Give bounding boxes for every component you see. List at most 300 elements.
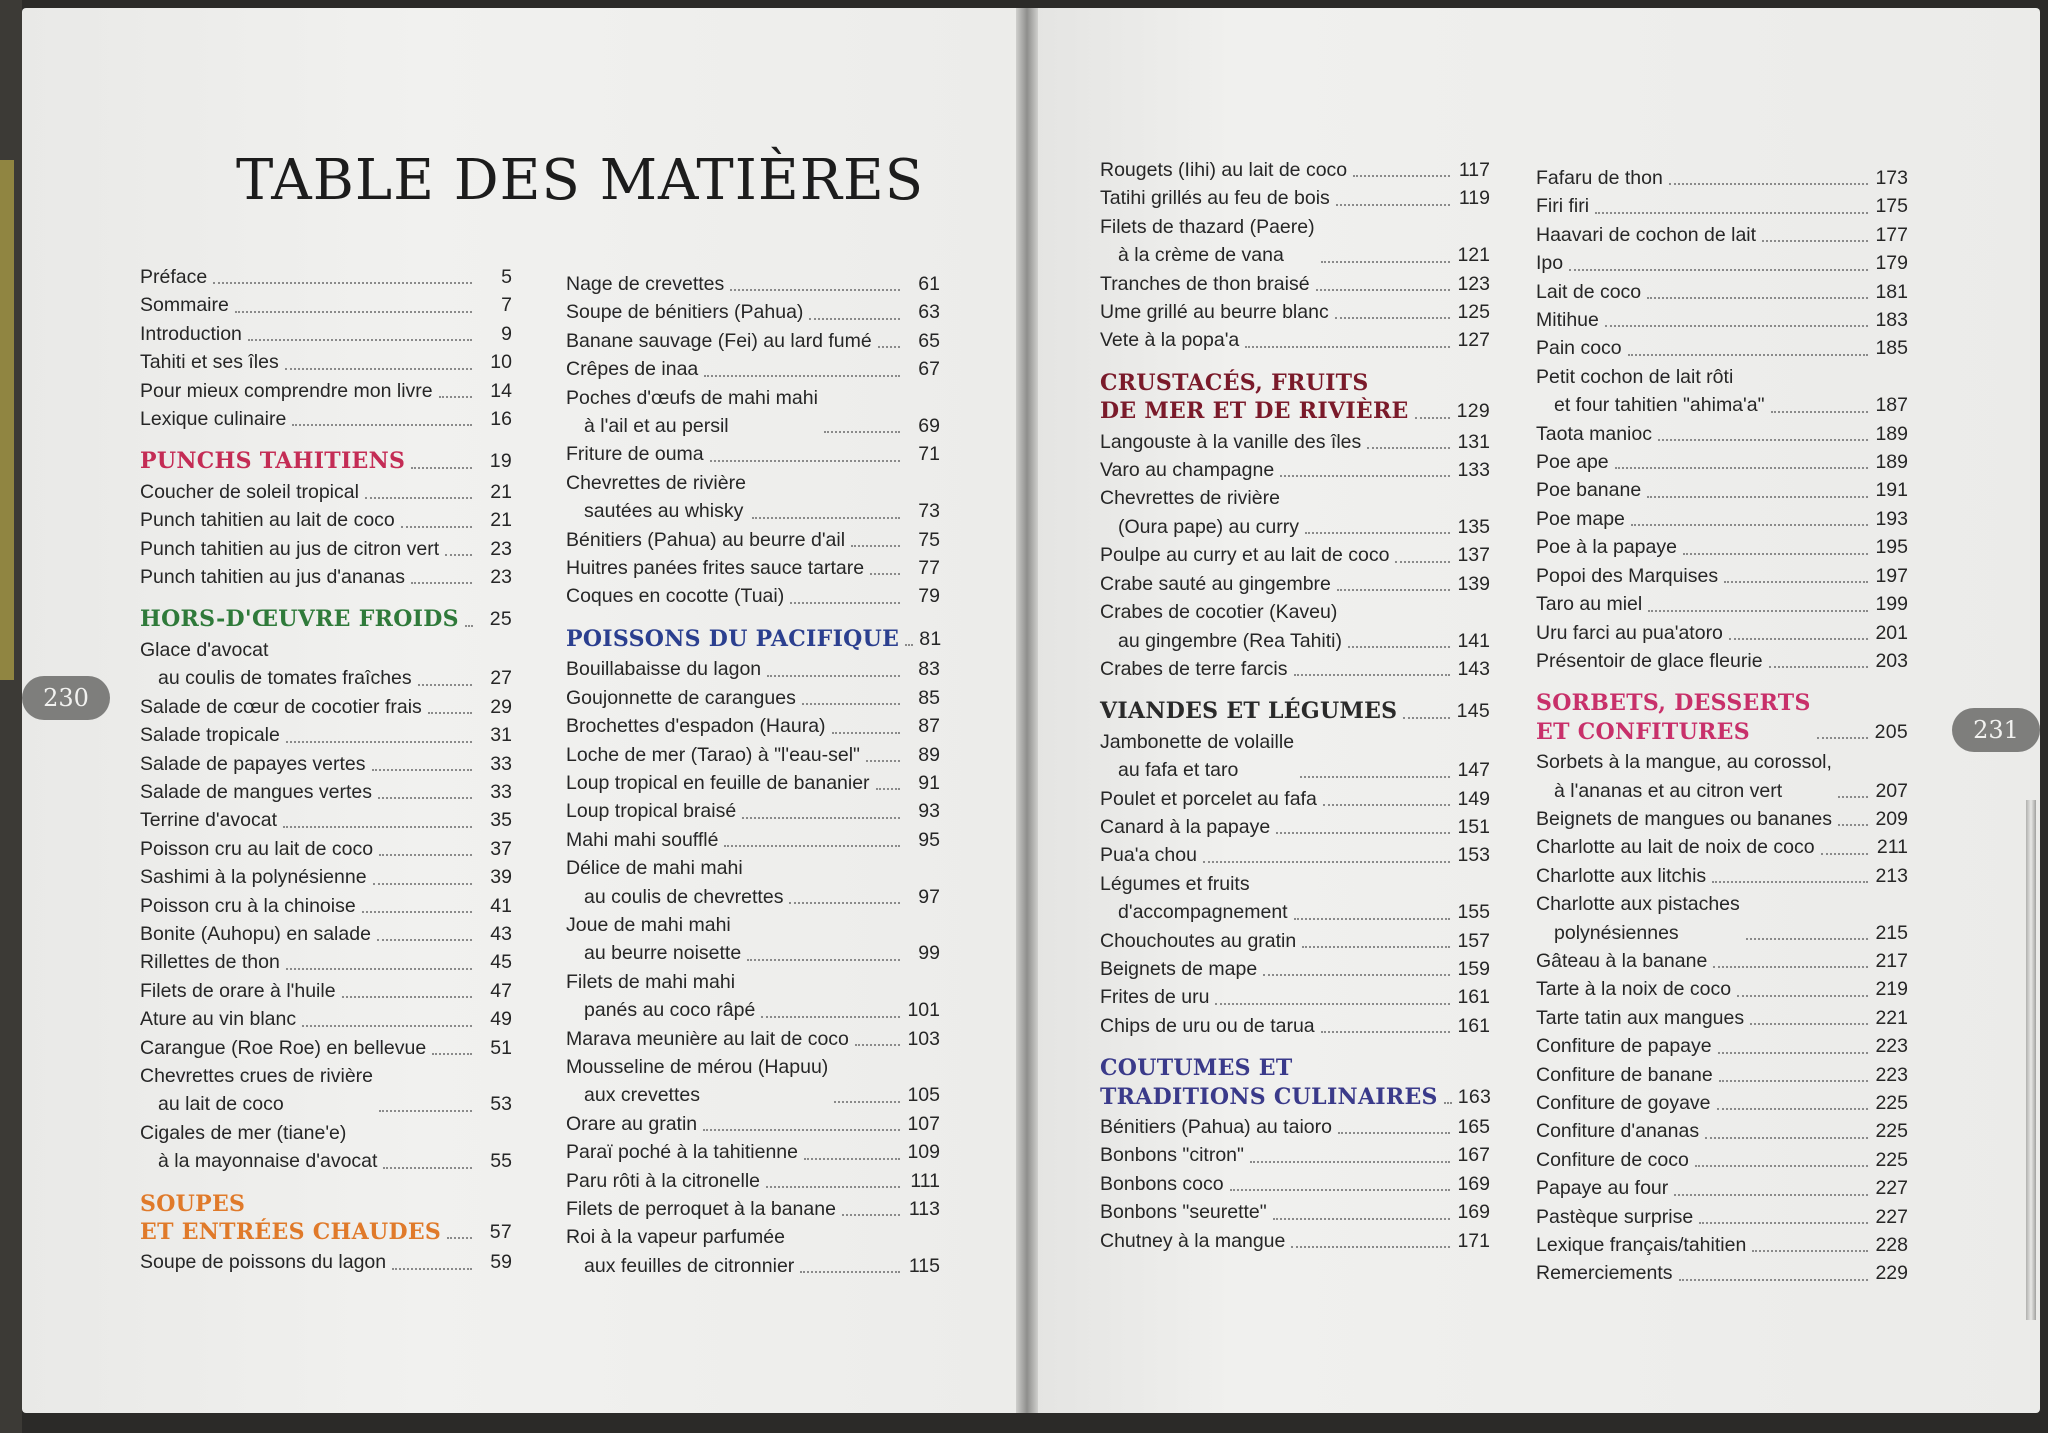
entry-title-line: Nage de crevettes bbox=[566, 273, 725, 295]
toc-entry bbox=[140, 506, 512, 534]
entry-title bbox=[566, 741, 860, 769]
entry-title bbox=[1100, 983, 1209, 1011]
entry-title-line: Poe à la papaye bbox=[1536, 536, 1677, 559]
dot-leader bbox=[411, 582, 472, 584]
toc-entry bbox=[140, 291, 512, 319]
page-number: 31 bbox=[490, 724, 512, 747]
dot-leader bbox=[866, 760, 900, 762]
entry-title-line: Charlotte au lait de noix de coco bbox=[1536, 836, 1815, 859]
dot-leader bbox=[1348, 646, 1450, 648]
toc-entry bbox=[1536, 278, 1908, 306]
dot-leader bbox=[1674, 1194, 1868, 1196]
page-number: 193 bbox=[1875, 507, 1908, 530]
page-number: 41 bbox=[490, 894, 512, 917]
dot-leader bbox=[383, 1167, 472, 1169]
page-number: 43 bbox=[490, 922, 512, 945]
page-number: 113 bbox=[908, 1198, 940, 1220]
page-number: 225 bbox=[1875, 1148, 1908, 1171]
dot-leader bbox=[789, 902, 900, 904]
entry-title-line: Joue de mahi mahi bbox=[566, 913, 731, 936]
entry-title-line: Coucher de soleil tropical bbox=[140, 480, 359, 503]
entry-title-line: Filets de thazard (Paere) bbox=[1100, 215, 1315, 238]
toc-entry bbox=[1100, 785, 1490, 813]
page-number: 119 bbox=[1458, 187, 1490, 210]
toc-entry bbox=[1536, 562, 1908, 590]
page-number: 115 bbox=[908, 1254, 940, 1277]
entry-title-line: SOUPES bbox=[140, 1190, 246, 1217]
entry-title-line: Tahiti et ses îles bbox=[140, 351, 279, 374]
page-number: 127 bbox=[1457, 329, 1490, 352]
toc-entry bbox=[1536, 890, 1908, 947]
toc-entry bbox=[1536, 476, 1908, 504]
page-number: 131 bbox=[1457, 430, 1490, 453]
toc-entry bbox=[1536, 1174, 1908, 1202]
entry-title-line: Loup tropical braisé bbox=[566, 800, 737, 823]
toc-column-2 bbox=[566, 270, 940, 1280]
toc-entry bbox=[1536, 805, 1908, 833]
page-number: 67 bbox=[918, 358, 940, 381]
page-number: 163 bbox=[1457, 1085, 1492, 1108]
toc-entry bbox=[566, 1025, 940, 1053]
entry-title-line: Gâteau à la banane bbox=[1536, 949, 1708, 972]
page-number: 181 bbox=[1875, 280, 1908, 303]
entry-title-line: Mahi mahi soufflé bbox=[566, 828, 719, 851]
entry-title-line: Papaye au four bbox=[1536, 1177, 1669, 1200]
entry-title-line: Petit cochon de lait rôti bbox=[1536, 365, 1734, 388]
toc-entry bbox=[1100, 655, 1490, 683]
entry-title bbox=[1536, 947, 1707, 975]
toc-entry bbox=[566, 1223, 940, 1280]
toc-column-1 bbox=[140, 263, 512, 1277]
entry-title bbox=[1100, 428, 1361, 456]
dot-leader bbox=[1276, 832, 1450, 834]
entry-title-line: à l'ananas et au citron vert bbox=[1554, 779, 1783, 802]
entry-title bbox=[566, 1167, 760, 1195]
entry-title bbox=[1536, 862, 1706, 890]
toc-entry bbox=[1100, 1113, 1490, 1141]
dot-leader bbox=[1415, 417, 1450, 419]
entry-title-line: Brochettes d'espadon (Haura) bbox=[566, 715, 826, 738]
entry-title bbox=[140, 636, 412, 693]
toc-entry bbox=[1100, 570, 1490, 598]
page-number: 223 bbox=[1875, 1035, 1908, 1058]
entry-title-line: ET ENTRÉES CHAUDES bbox=[140, 1219, 442, 1245]
entry-title bbox=[1536, 748, 1832, 805]
dot-leader bbox=[1647, 297, 1868, 299]
entry-title bbox=[1536, 505, 1625, 533]
dot-leader bbox=[1203, 861, 1450, 863]
dot-leader bbox=[1695, 1165, 1868, 1167]
entry-title bbox=[140, 892, 356, 920]
toc-entry bbox=[1536, 590, 1908, 618]
entry-title-line: à la crème de vana bbox=[1118, 244, 1284, 267]
page-number: 33 bbox=[490, 780, 512, 803]
toc-entry bbox=[140, 835, 512, 863]
dot-leader bbox=[1615, 467, 1868, 469]
dot-leader bbox=[362, 911, 472, 913]
entry-title-line: au coulis de chevrettes bbox=[584, 885, 784, 908]
entry-title-line: Délice de mahi mahi bbox=[566, 857, 743, 880]
page-number: 53 bbox=[490, 1093, 512, 1116]
entry-title-line: Cigales de mer (tiane'e) bbox=[140, 1121, 347, 1144]
entry-title bbox=[566, 968, 755, 1025]
dot-leader bbox=[1316, 289, 1450, 291]
entry-title bbox=[140, 1034, 426, 1062]
entry-title bbox=[566, 270, 724, 298]
toc-entry bbox=[566, 327, 940, 355]
page-number: 101 bbox=[907, 999, 940, 1022]
toc-entry bbox=[566, 582, 940, 610]
dot-leader bbox=[809, 318, 900, 320]
entry-title-line: Crabes de cocotier (Kaveu) bbox=[1100, 601, 1338, 624]
toc-entry bbox=[566, 769, 940, 797]
toc-entry bbox=[1100, 728, 1490, 785]
page-number: 191 bbox=[1875, 479, 1908, 502]
toc-entry bbox=[1536, 1203, 1908, 1231]
page-number: 177 bbox=[1875, 223, 1908, 246]
dot-leader bbox=[1737, 995, 1868, 997]
entry-title bbox=[140, 563, 405, 591]
toc-entry bbox=[566, 526, 940, 554]
entry-title bbox=[140, 920, 371, 948]
toc-entry bbox=[566, 968, 940, 1025]
page-number: 91 bbox=[918, 771, 940, 794]
dot-leader bbox=[1746, 938, 1868, 940]
page-number: 5 bbox=[501, 266, 512, 288]
page-number: 157 bbox=[1457, 929, 1490, 952]
page-number: 221 bbox=[1875, 1006, 1908, 1029]
entry-title-line: Punch tahitien au jus de citron vert bbox=[140, 537, 440, 560]
toc-entry bbox=[1536, 1259, 1908, 1287]
toc-entry bbox=[1100, 1141, 1490, 1169]
entry-title bbox=[1100, 1170, 1224, 1198]
dot-leader bbox=[747, 959, 900, 961]
entry-title bbox=[1536, 448, 1609, 476]
page-number: 107 bbox=[907, 1112, 940, 1135]
entry-title-line: DE MER ET DE RIVIÈRE bbox=[1100, 398, 1409, 425]
entry-title-line: Beignets de mangues ou bananes bbox=[1536, 807, 1832, 830]
page-number: 189 bbox=[1875, 422, 1908, 445]
entry-title bbox=[566, 854, 783, 911]
entry-title-line: Mitihue bbox=[1536, 309, 1599, 332]
page-number: 51 bbox=[490, 1036, 512, 1059]
page-number: 21 bbox=[490, 509, 512, 532]
page-number: 105 bbox=[907, 1084, 940, 1107]
entry-title-line: Chouchoutes au gratin bbox=[1100, 929, 1297, 952]
page-number: 165 bbox=[1457, 1116, 1490, 1138]
toc-entry bbox=[566, 298, 940, 326]
entry-title bbox=[140, 291, 229, 319]
entry-title-line: Chutney à la mangue bbox=[1100, 1229, 1286, 1252]
entry-title-line: Salade de cœur de cocotier frais bbox=[140, 695, 422, 718]
entry-title bbox=[140, 1062, 373, 1119]
entry-title bbox=[1536, 1259, 1673, 1287]
entry-title bbox=[1100, 1012, 1315, 1040]
section-heading bbox=[566, 625, 940, 653]
toc-entry bbox=[566, 1053, 940, 1110]
dot-leader bbox=[1367, 447, 1450, 449]
page-number: 173 bbox=[1875, 167, 1908, 189]
entry-title-line: PUNCHS TAHITIENS bbox=[140, 448, 406, 475]
entry-title-line: Glace d'avocat bbox=[140, 638, 269, 661]
toc-entry bbox=[1100, 1198, 1490, 1226]
toc-entry bbox=[1100, 156, 1490, 184]
dot-leader bbox=[1569, 269, 1868, 271]
dot-leader bbox=[1712, 881, 1868, 883]
page-number: 189 bbox=[1875, 451, 1908, 474]
toc-entry bbox=[566, 554, 940, 582]
entry-title bbox=[140, 693, 422, 721]
dot-leader bbox=[1718, 1052, 1868, 1054]
book-cover-edge bbox=[0, 0, 22, 1433]
dot-leader bbox=[1821, 853, 1868, 855]
entry-title bbox=[1100, 298, 1329, 326]
toc-entry bbox=[1536, 306, 1908, 334]
dot-leader bbox=[286, 741, 472, 743]
page-number: 29 bbox=[490, 695, 512, 718]
entry-title bbox=[1100, 213, 1315, 270]
entry-title-line: Friture de ouma bbox=[566, 443, 704, 466]
dot-leader bbox=[1838, 824, 1868, 826]
toc-entry bbox=[1536, 748, 1908, 805]
dot-leader bbox=[724, 845, 900, 847]
entry-title bbox=[1536, 1203, 1693, 1231]
dot-leader bbox=[447, 1237, 472, 1239]
entry-title bbox=[1536, 890, 1740, 947]
entry-title-line: Soupe de poissons du lagon bbox=[140, 1251, 387, 1274]
toc-column-3 bbox=[1100, 156, 1490, 1255]
dot-leader bbox=[730, 289, 900, 291]
entry-title-line: Présentoir de glace fleurie bbox=[1536, 649, 1763, 672]
entry-title-line: Tatihi grillés au feu de bois bbox=[1100, 187, 1330, 210]
page-number: 201 bbox=[1875, 621, 1908, 644]
toc-entry bbox=[1536, 505, 1908, 533]
toc-entry bbox=[566, 1195, 940, 1223]
page-number: 87 bbox=[918, 715, 940, 738]
entry-title-line: Pastèque surprise bbox=[1536, 1205, 1694, 1228]
page-number: 229 bbox=[1875, 1262, 1908, 1285]
page-number: 161 bbox=[1457, 1014, 1490, 1037]
entry-title-line: Poisson cru à la chinoise bbox=[140, 894, 356, 917]
entry-title-line: Poulpe au curry et au lait de coco bbox=[1100, 544, 1390, 567]
page-number: 147 bbox=[1457, 759, 1490, 782]
toc-entry bbox=[140, 535, 512, 563]
dot-leader bbox=[905, 644, 913, 646]
toc-entry bbox=[1536, 1231, 1908, 1259]
toc-entry bbox=[1100, 983, 1490, 1011]
entry-title-line: Tranches de thon braisé bbox=[1100, 272, 1310, 295]
entry-title-line: SORBETS, DESSERTS bbox=[1536, 690, 1811, 717]
entry-title bbox=[1100, 1198, 1267, 1226]
toc-entry bbox=[1536, 1004, 1908, 1032]
page-number: 71 bbox=[918, 443, 940, 466]
entry-title-line: Lexique culinaire bbox=[140, 408, 287, 431]
entry-title-line: Confiture de goyave bbox=[1536, 1092, 1711, 1114]
entry-title-line: et four tahitien "ahima'a" bbox=[1554, 394, 1765, 417]
page-number: 143 bbox=[1457, 657, 1490, 680]
entry-title bbox=[1536, 306, 1599, 334]
entry-title-line: Pain coco bbox=[1536, 337, 1622, 360]
dot-leader bbox=[710, 460, 900, 462]
entry-title-line: Carangue (Roe Roe) en bellevue bbox=[140, 1036, 427, 1059]
entry-title-line: d'accompagnement bbox=[1118, 901, 1288, 924]
dot-leader bbox=[1280, 475, 1450, 477]
entry-title bbox=[566, 384, 818, 441]
toc-entry bbox=[140, 806, 512, 834]
entry-title-line: Poches d'œufs de mahi mahi bbox=[566, 386, 818, 409]
page-number: 169 bbox=[1457, 1201, 1490, 1224]
entry-title-line: aux feuilles de citronnier bbox=[584, 1254, 795, 1277]
toc-entry bbox=[1536, 363, 1908, 420]
entry-title-line: Poisson cru au lait de coco bbox=[140, 837, 374, 860]
toc-entry bbox=[566, 797, 940, 825]
toc-entry bbox=[140, 1062, 512, 1119]
entry-title-line: Ipo bbox=[1536, 252, 1564, 275]
entry-title bbox=[1100, 369, 1409, 426]
dot-leader bbox=[1705, 1137, 1868, 1139]
toc-entry bbox=[1100, 1170, 1490, 1198]
dot-leader bbox=[432, 1053, 472, 1055]
dot-leader bbox=[1658, 439, 1868, 441]
dot-leader bbox=[445, 554, 472, 556]
page-number: 125 bbox=[1457, 301, 1490, 324]
entry-title-line: Bonbons "seurette" bbox=[1100, 1201, 1267, 1224]
entry-title bbox=[140, 835, 373, 863]
entry-title-line: (Oura pape) au curry bbox=[1118, 515, 1299, 538]
toc-entry bbox=[1100, 1227, 1490, 1255]
toc-entry bbox=[140, 1119, 512, 1176]
dot-leader bbox=[379, 854, 472, 856]
dot-leader bbox=[1752, 1250, 1868, 1252]
dot-leader bbox=[379, 1110, 472, 1112]
entry-title bbox=[566, 1195, 836, 1223]
entry-title-line: Taro au miel bbox=[1536, 593, 1643, 616]
dot-leader bbox=[766, 1186, 900, 1188]
entry-title-line: Bouillabaisse du lagon bbox=[566, 658, 762, 681]
entry-title-line: à l'ail et au persil bbox=[584, 415, 729, 438]
entry-title-line: Ature au vin blanc bbox=[140, 1008, 297, 1031]
page-number: 213 bbox=[1875, 864, 1908, 887]
entry-title-line: Roi à la vapeur parfumée bbox=[566, 1226, 785, 1249]
dot-leader bbox=[1683, 553, 1868, 555]
entry-title bbox=[566, 440, 704, 468]
dot-leader bbox=[804, 1158, 900, 1160]
entry-title bbox=[1536, 805, 1832, 833]
dot-leader bbox=[377, 939, 472, 941]
page-number: 123 bbox=[1457, 272, 1490, 295]
entry-title-line: Filets de orare à l'huile bbox=[140, 979, 336, 1002]
dot-leader bbox=[1771, 411, 1868, 413]
dot-leader bbox=[373, 883, 472, 885]
entry-title-line: panés au coco râpé bbox=[584, 999, 756, 1022]
dot-leader bbox=[703, 1129, 900, 1131]
toc-entry bbox=[566, 270, 940, 298]
dot-leader bbox=[1669, 183, 1868, 185]
dot-leader bbox=[1336, 204, 1450, 206]
dot-leader bbox=[286, 968, 472, 970]
entry-title-line: Terrine d'avocat bbox=[140, 809, 278, 832]
dot-leader bbox=[842, 1214, 900, 1216]
entry-title-line: Soupe de bénitiers (Pahua) bbox=[566, 301, 804, 324]
entry-title-line: Poe banane bbox=[1536, 479, 1642, 502]
entry-title bbox=[140, 977, 336, 1005]
dot-leader bbox=[292, 424, 472, 426]
entry-title bbox=[1536, 1231, 1746, 1259]
page-number: 171 bbox=[1457, 1229, 1490, 1252]
entry-title-line: Bénitiers (Pahua) au taioro bbox=[1100, 1116, 1332, 1138]
entry-title bbox=[566, 582, 784, 610]
dot-leader bbox=[1337, 589, 1450, 591]
entry-title-line: Poe mape bbox=[1536, 507, 1625, 530]
toc-entry bbox=[1536, 862, 1908, 890]
toc-entry bbox=[140, 778, 512, 806]
entry-title bbox=[566, 526, 845, 554]
dot-leader bbox=[1631, 524, 1868, 526]
toc-entry bbox=[1536, 334, 1908, 362]
dot-leader bbox=[832, 732, 900, 734]
entry-title bbox=[1536, 249, 1563, 277]
page-number: 183 bbox=[1875, 309, 1908, 332]
dot-leader bbox=[1762, 240, 1868, 242]
page-number: 151 bbox=[1457, 815, 1490, 838]
entry-title bbox=[1536, 476, 1641, 504]
dot-leader bbox=[1300, 776, 1450, 778]
entry-title-line: Loup tropical en feuille de bananier bbox=[566, 771, 870, 794]
dot-leader bbox=[1729, 638, 1868, 640]
page-number: 205 bbox=[1874, 720, 1908, 743]
toc-entry bbox=[566, 440, 940, 468]
entry-title-line: Langouste à la vanille des îles bbox=[1100, 430, 1362, 453]
dot-leader bbox=[1679, 1279, 1868, 1281]
dot-leader bbox=[834, 1101, 900, 1103]
dot-leader bbox=[1647, 496, 1868, 498]
entry-title-line: aux crevettes bbox=[584, 1084, 700, 1107]
entry-title bbox=[566, 355, 698, 383]
entry-title-line: Salade de mangues vertes bbox=[140, 780, 372, 803]
entry-title bbox=[140, 348, 279, 376]
dot-leader bbox=[1215, 1003, 1450, 1005]
page-number: 14 bbox=[490, 379, 512, 402]
entry-title bbox=[1100, 1141, 1244, 1169]
entry-title-line: Loche de mer (Tarao) à "l'eau-sel" bbox=[566, 743, 860, 766]
entry-title-line: Goujonnette de carangues bbox=[566, 686, 796, 709]
entry-title-line: Fafaru de thon bbox=[1536, 167, 1663, 189]
page-number: 111 bbox=[910, 1169, 940, 1192]
entry-title-line: Lexique français/tahitien bbox=[1536, 1234, 1747, 1257]
toc-entry bbox=[566, 712, 940, 740]
entry-title bbox=[1536, 164, 1663, 192]
dot-leader bbox=[428, 712, 472, 714]
entry-title-line: Sashimi à la polynésienne bbox=[140, 866, 367, 889]
page-number: 69 bbox=[918, 415, 940, 438]
page-number: 47 bbox=[490, 979, 512, 1002]
dot-leader bbox=[439, 396, 472, 398]
dot-leader bbox=[418, 684, 472, 686]
entry-title-line: Taota manioc bbox=[1536, 422, 1652, 445]
entry-title bbox=[1100, 541, 1389, 569]
toc-entry bbox=[1536, 1146, 1908, 1174]
toc-entry bbox=[1536, 249, 1908, 277]
entry-title bbox=[566, 1025, 849, 1053]
dot-leader bbox=[870, 573, 900, 575]
toc-entry bbox=[566, 741, 940, 769]
dot-leader bbox=[1838, 796, 1868, 798]
page-number: 33 bbox=[490, 752, 512, 775]
toc-entry bbox=[566, 355, 940, 383]
entry-title bbox=[1100, 697, 1397, 725]
section-heading bbox=[1536, 689, 1908, 746]
toc-entry bbox=[140, 721, 512, 749]
